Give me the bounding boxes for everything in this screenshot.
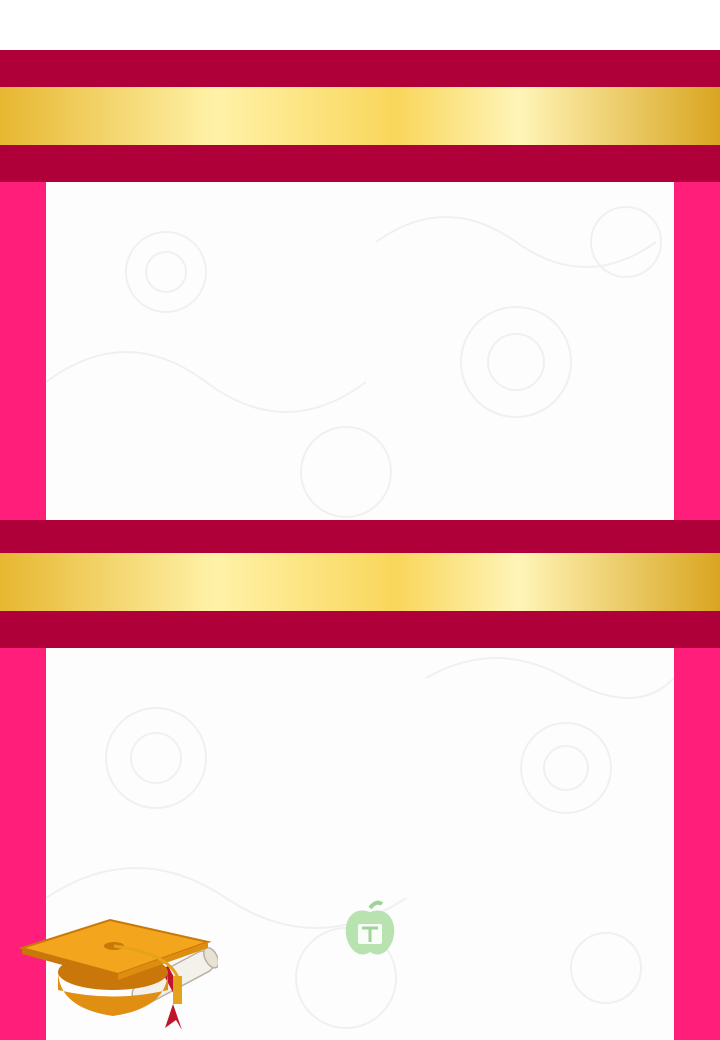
right-diamond-border [674,182,720,520]
pledge-panel [46,182,674,520]
tribal-pattern-band [0,50,720,87]
left-diamond-border [0,182,46,520]
emblems-title-banner [0,553,720,611]
tribal-pattern-band [0,611,720,648]
pledge-title-banner [0,87,720,145]
graduation-cap-icon [18,908,218,1033]
apple-book-icon [318,900,422,960]
pledge-text [56,218,668,237]
tribal-pattern-band [0,520,720,553]
tribal-pattern-band [0,145,720,182]
top-diamond-border [0,0,720,50]
class-of-emblem [526,944,694,1006]
teachify-logo [318,900,422,996]
